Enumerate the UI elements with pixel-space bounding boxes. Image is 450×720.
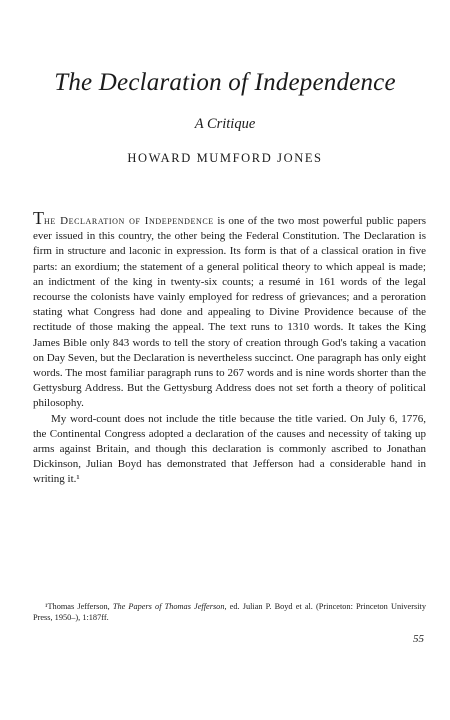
paragraph-1-text: is one of the two most powerful public papers ever issued in this country, the other being the Federal Constitution. The Declaration is firm in structure and laconic in expression. Its form is that of a classical oration in five parts: an exordium; the statement of a general political theory to which appeal is made; an indictment of the king in twenty-six counts; a resumé in 161 words of the legal recourse the colonists have vainly employed for redress of grievances; and a peroration stating what Congress had done and appealing to Divine Providence because of the rectitude of those making the appeal. The text runs to 1310 words. It takes the King James Bible only 843 words to tell the story of creation through God's taking a vacation on Day Seven, but the Declaration is nevertheless succinct. One paragraph has only eight words. The most familiar paragraph runs to 267 words and is nine words shorter than the Gettysburg Address. But the Gettysburg Address does not set forth a theory of political philosophy. <box>33 215 426 410</box>
author-name: HOWARD MUMFORD JONES <box>127 151 323 165</box>
article-subtitle: A Critique <box>194 116 256 132</box>
page-number: 55 <box>413 633 424 645</box>
article-body <box>33 208 426 488</box>
paragraph-1 <box>33 208 426 412</box>
footnote-citation: , ed. Julian P. Boyd et al. (Princeton: Princeton University Press, 1950–), 1:187ff. <box>33 602 426 623</box>
footnote-prefix: ¹Thomas Jefferson, <box>45 602 113 611</box>
footnote-book-title: The Papers of Thomas Jefferson <box>112 602 225 611</box>
opening-smallcaps: he Declaration of Independence <box>44 215 214 227</box>
drop-cap: T <box>33 208 44 228</box>
paragraph-2: My word-count does not include the title because the title varied. On July 6, 1776, the Continental Congress adopted a declaration of the causes and necessity of taking up arms against Britain, and though this declaration is commonly ascribed to Jonathan Dickinson, Julian Boyd has demonstrated that Jefferson had a considerable hand in writing it.¹ <box>33 412 426 486</box>
footnote <box>33 601 426 624</box>
article-title: The Declaration of Independence <box>54 69 396 96</box>
